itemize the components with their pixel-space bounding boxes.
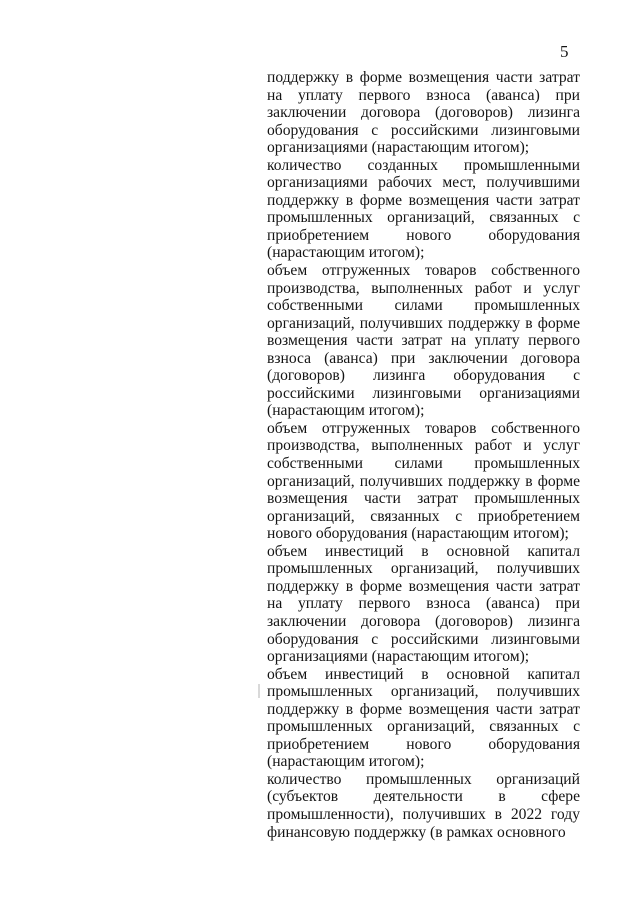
page-number: 5 — [560, 42, 569, 61]
body-text — [267, 69, 580, 841]
scan-artifact-mark — [258, 684, 260, 698]
paragraph-shipped-goods-leasing: объем отгруженных товаров собственного производства, выполненных работ и услуг собственными силами промышленных организаций, получивших поддержку в форме возмещения части затрат на уплату первого взноса (аванса) при заключении договора (договоров) лизинга оборудования с российскими лизинговыми организациями (нарастающим итогом); — [267, 262, 580, 420]
paragraph-investment-leasing: объем инвестиций в основной капитал промышленных организаций, получивших поддержку в форме возмещения части затрат на уплату первого взноса (аванса) при заключении договора (договоров) лизинга оборудования с российскими лизинговыми организациями (нарастающим итогом); — [267, 542, 580, 666]
paragraph-investment-equipment: объем инвестиций в основной капитал промышленных организаций, получивших поддержку в форме возмещения части затрат промышленных организаций, связанных с приобретением нового оборудования (нарастающим итогом); — [267, 665, 580, 771]
paragraph-leasing-support-continuation: поддержку в форме возмещения части затрат на уплату первого взноса (аванса) при заключении договора (договоров) лизинга оборудования с российскими лизинговыми организациями (нарастающим итогом); — [267, 69, 580, 157]
paragraph-organizations-count-2022: количество промышленных организаций (субъектов деятельности в сфере промышленности), получивших в 2022 году финансовую поддержку (в рамках основного — [267, 770, 580, 841]
paragraph-shipped-goods-equipment: объем отгруженных товаров собственного производства, выполненных работ и услуг собственными силами промышленных организаций, получивших поддержку в форме возмещения части затрат промышленных организаций, связанных с приобретением нового оборудования (нарастающим итогом); — [267, 419, 580, 543]
paragraph-jobs-created-equipment: количество созданных промышленными организациями рабочих мест, получившими поддержку в форме возмещения части затрат промышленных организаций, связанных с приобретением нового оборудования (нарастающим итогом); — [267, 156, 580, 262]
